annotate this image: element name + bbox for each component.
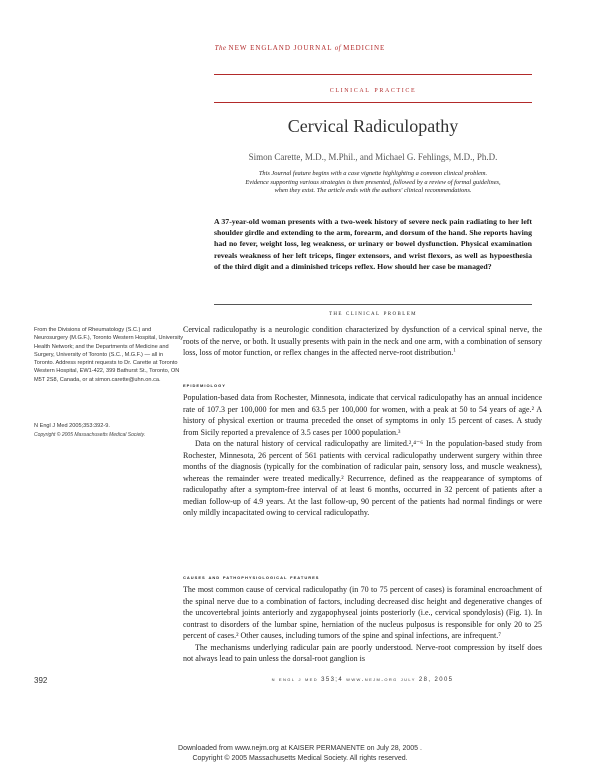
intro-text: Cervical radiculopathy is a neurologic condition characterized by dysfunction of a cervical spinal nerve, the roots of the nerve, or both. It usually presents with pain in the neck and one arm, with a combination of sensory loss, loss of motor function, or reflex changes in the affected nerve-root distribution. [183,325,542,357]
copyright-line: Copyright © 2005 Massachusetts Medical Society. All rights reserved. [192,754,408,762]
page-number: 392 [34,676,48,685]
epidemiology-paragraph-1: Population-based data from Rochester, Minnesota, indicate that cervical radiculopathy has an annual incidence rate of 107.3 per 100,000 for men and 63.5 per 100,000 for women, with a peak at 50 to 54 years of age.² A history of physical exertion or trauma preceded the onset of symptoms in only 15 percent of cases. A study from Sicily reported a prevalence of 3.5 cases per 1000 population.³ [183,393,542,437]
clinical-problem-rule [214,304,532,305]
journal-masthead [0,44,600,52]
causes-paragraph-1: The most common cause of cervical radiculopathy (in 70 to 75 percent of cases) is foraminal encroachment of the spinal nerve due to a combination of factors, including decreased disc height and degenerative changes of the uncovertebral joints anteriorly and zygapophyseal joints posteriorly (i.e., cervical spondylosis) (Fig. 1). In contrast to disorders of the lumbar spine, herniation of the nucleus pulposus is responsible for only 20 to 25 percent of cases.² Other causes, including tumors of the spine and spinal infections, are infrequent.⁷ [183,585,542,640]
article-title: Cervical Radiculopathy [287,116,459,136]
section-bottom-rule [214,102,532,103]
epidemiology-heading: epidemiology [183,382,226,389]
author-affiliation [34,326,184,390]
citation: N Engl J Med 2005;353:392-9. [34,423,110,429]
epidemiology-paragraph-2: Data on the natural history of cervical radiculopathy are limited.²,⁴⁻⁶ In the population-based study from Rochester, Minnesota, 26 percent of 561 patients with cervical radiculopathy underwent surgery within three months of the diagnosis (typically for the combination of radicular pain, sensory loss, and muscle weakness), whereas the remainder were treated medically.² Recurrence, defined as the reappearance of symptoms of radiculopathy after a symptom-free interval of at least 6 months, occurred in 32 percent of patients after a median follow-up of 4.9 years. At the last follow-up, 90 percent of the patients had normal findings or were only mildly incapacitated owing to cervical radiculopathy. [183,439,542,517]
journal-name: NEW ENGLAND JOURNAL [228,44,333,52]
causes-paragraph-2: The mechanisms underlying radicular pain are poorly understood. Nerve-root compression by itself does not always lead to pain unless the dorsal-root ganglion is [183,642,542,663]
journal-of: of [334,44,341,52]
intro-paragraph [183,324,542,359]
feature-note-line: when they exist. The article ends with the authors' clinical recommendations. [274,187,472,195]
case-vignette: A 37-year-old woman presents with a two-week history of severe neck pain radiating to her left shoulder girdle and extending to the arm, forearm, and dorsum of the hand. She reports having had no fever, weight loss, leg weakness, or urinary or bowel dysfunction. Physical examination reveals weakness of her left triceps, finger extensors, and wrist flexors, as well as hypoesthesia of the third digit and a diminished triceps reflex. How should her case be managed? [214,217,532,271]
running-footer: n engl j med 353;4 www.nejm.org july 28, 2005 [271,677,454,683]
epidemiology-body [183,392,542,519]
affiliation-text: From the Divisions of Rheumatology (S.C.) and Neurosurgery (M.G.F.), Toronto Western Hospital, University Health Network; and the Departments of Medicine and Surgery, University of Toronto (S.C., M.G.F.) — all in Toronto. Address reprint requests to Dr. Carette at Toronto Western Hospital, EW1-422, 399 Bathurst St., Toronto, ON M5T 2S8, Canada, or at simon.carette@uhn.on.ca. [34,327,184,383]
copyright-note: Copyright © 2005 Massachusetts Medical Society. [34,432,146,438]
journal-prefix: The [214,44,227,52]
intro-reference: 1 [453,348,456,354]
section-label: clinical practice [329,84,417,94]
causes-heading: causes and pathophysiological features [183,574,320,581]
feature-note-line: Evidence supporting various strategies is then presented, followed by a review of formal guidelines, [245,178,501,186]
article-authors: Simon Carette, M.D., M.Phil., and Michael G. Fehlings, M.D., Ph.D. [248,152,498,162]
feature-note [214,170,532,196]
feature-note-line: This Journal feature begins with a case vignette highlighting a common clinical problem. [258,170,488,177]
causes-body [183,584,542,665]
journal-suffix: MEDICINE [343,44,386,52]
section-top-rule [214,74,532,75]
clinical-problem-heading: the clinical problem [328,310,418,317]
download-line: Downloaded from www.nejm.org at KAISER PERMANENTE on July 28, 2005 . [178,745,422,752]
download-notice [0,744,600,763]
